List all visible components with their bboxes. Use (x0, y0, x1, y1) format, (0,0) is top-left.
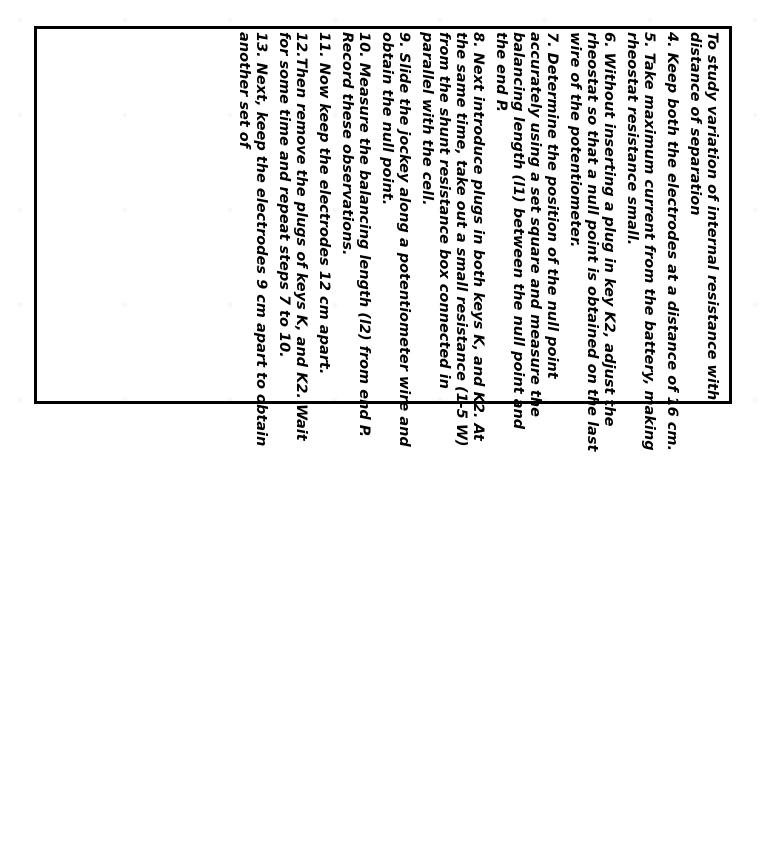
step-5: 5. Take maximum current from the battery, making rheostat resistance small. (624, 32, 657, 451)
step-6: 6. Without inserting a plug in key K2, adjust the rheostat so that a null point is obtained on the last wire of the potentiometer. (567, 32, 617, 452)
step-11: 11. Now keep the electrodes 12 cm apart. (316, 32, 332, 375)
step-12: 12.Then remove the plugs of keys K, and K2. Wait for some time and repeat steps 7 to 10. (276, 32, 309, 441)
step-10: 10. Measure the balancing length (l2) from end P. Record these observations. (339, 32, 372, 438)
step-8: 8. Next introduce plugs in both keys K, and K2. At the same time, take out a small resistance (1-5 W) from the shunt resistance box connected in parallel with the cell. (419, 32, 486, 447)
document-heading: To study variation of internal resistance with distance of separation (687, 32, 720, 401)
step-7: 7. Determine the position of the null point accurately using a set square and measure the balancing length (l1) between the null point and the end P. (493, 32, 560, 430)
rotated-text-block (229, 32, 720, 452)
step-9: 9. Slide the jockey along a potentiometer wire and obtain the null point. (379, 32, 412, 447)
step-13: 13. Next, keep the electrodes 9 cm apart to obtain another set of (236, 32, 269, 447)
step-4: 4. Keep both the electrodes at a distance of 16 cm. (664, 32, 680, 451)
